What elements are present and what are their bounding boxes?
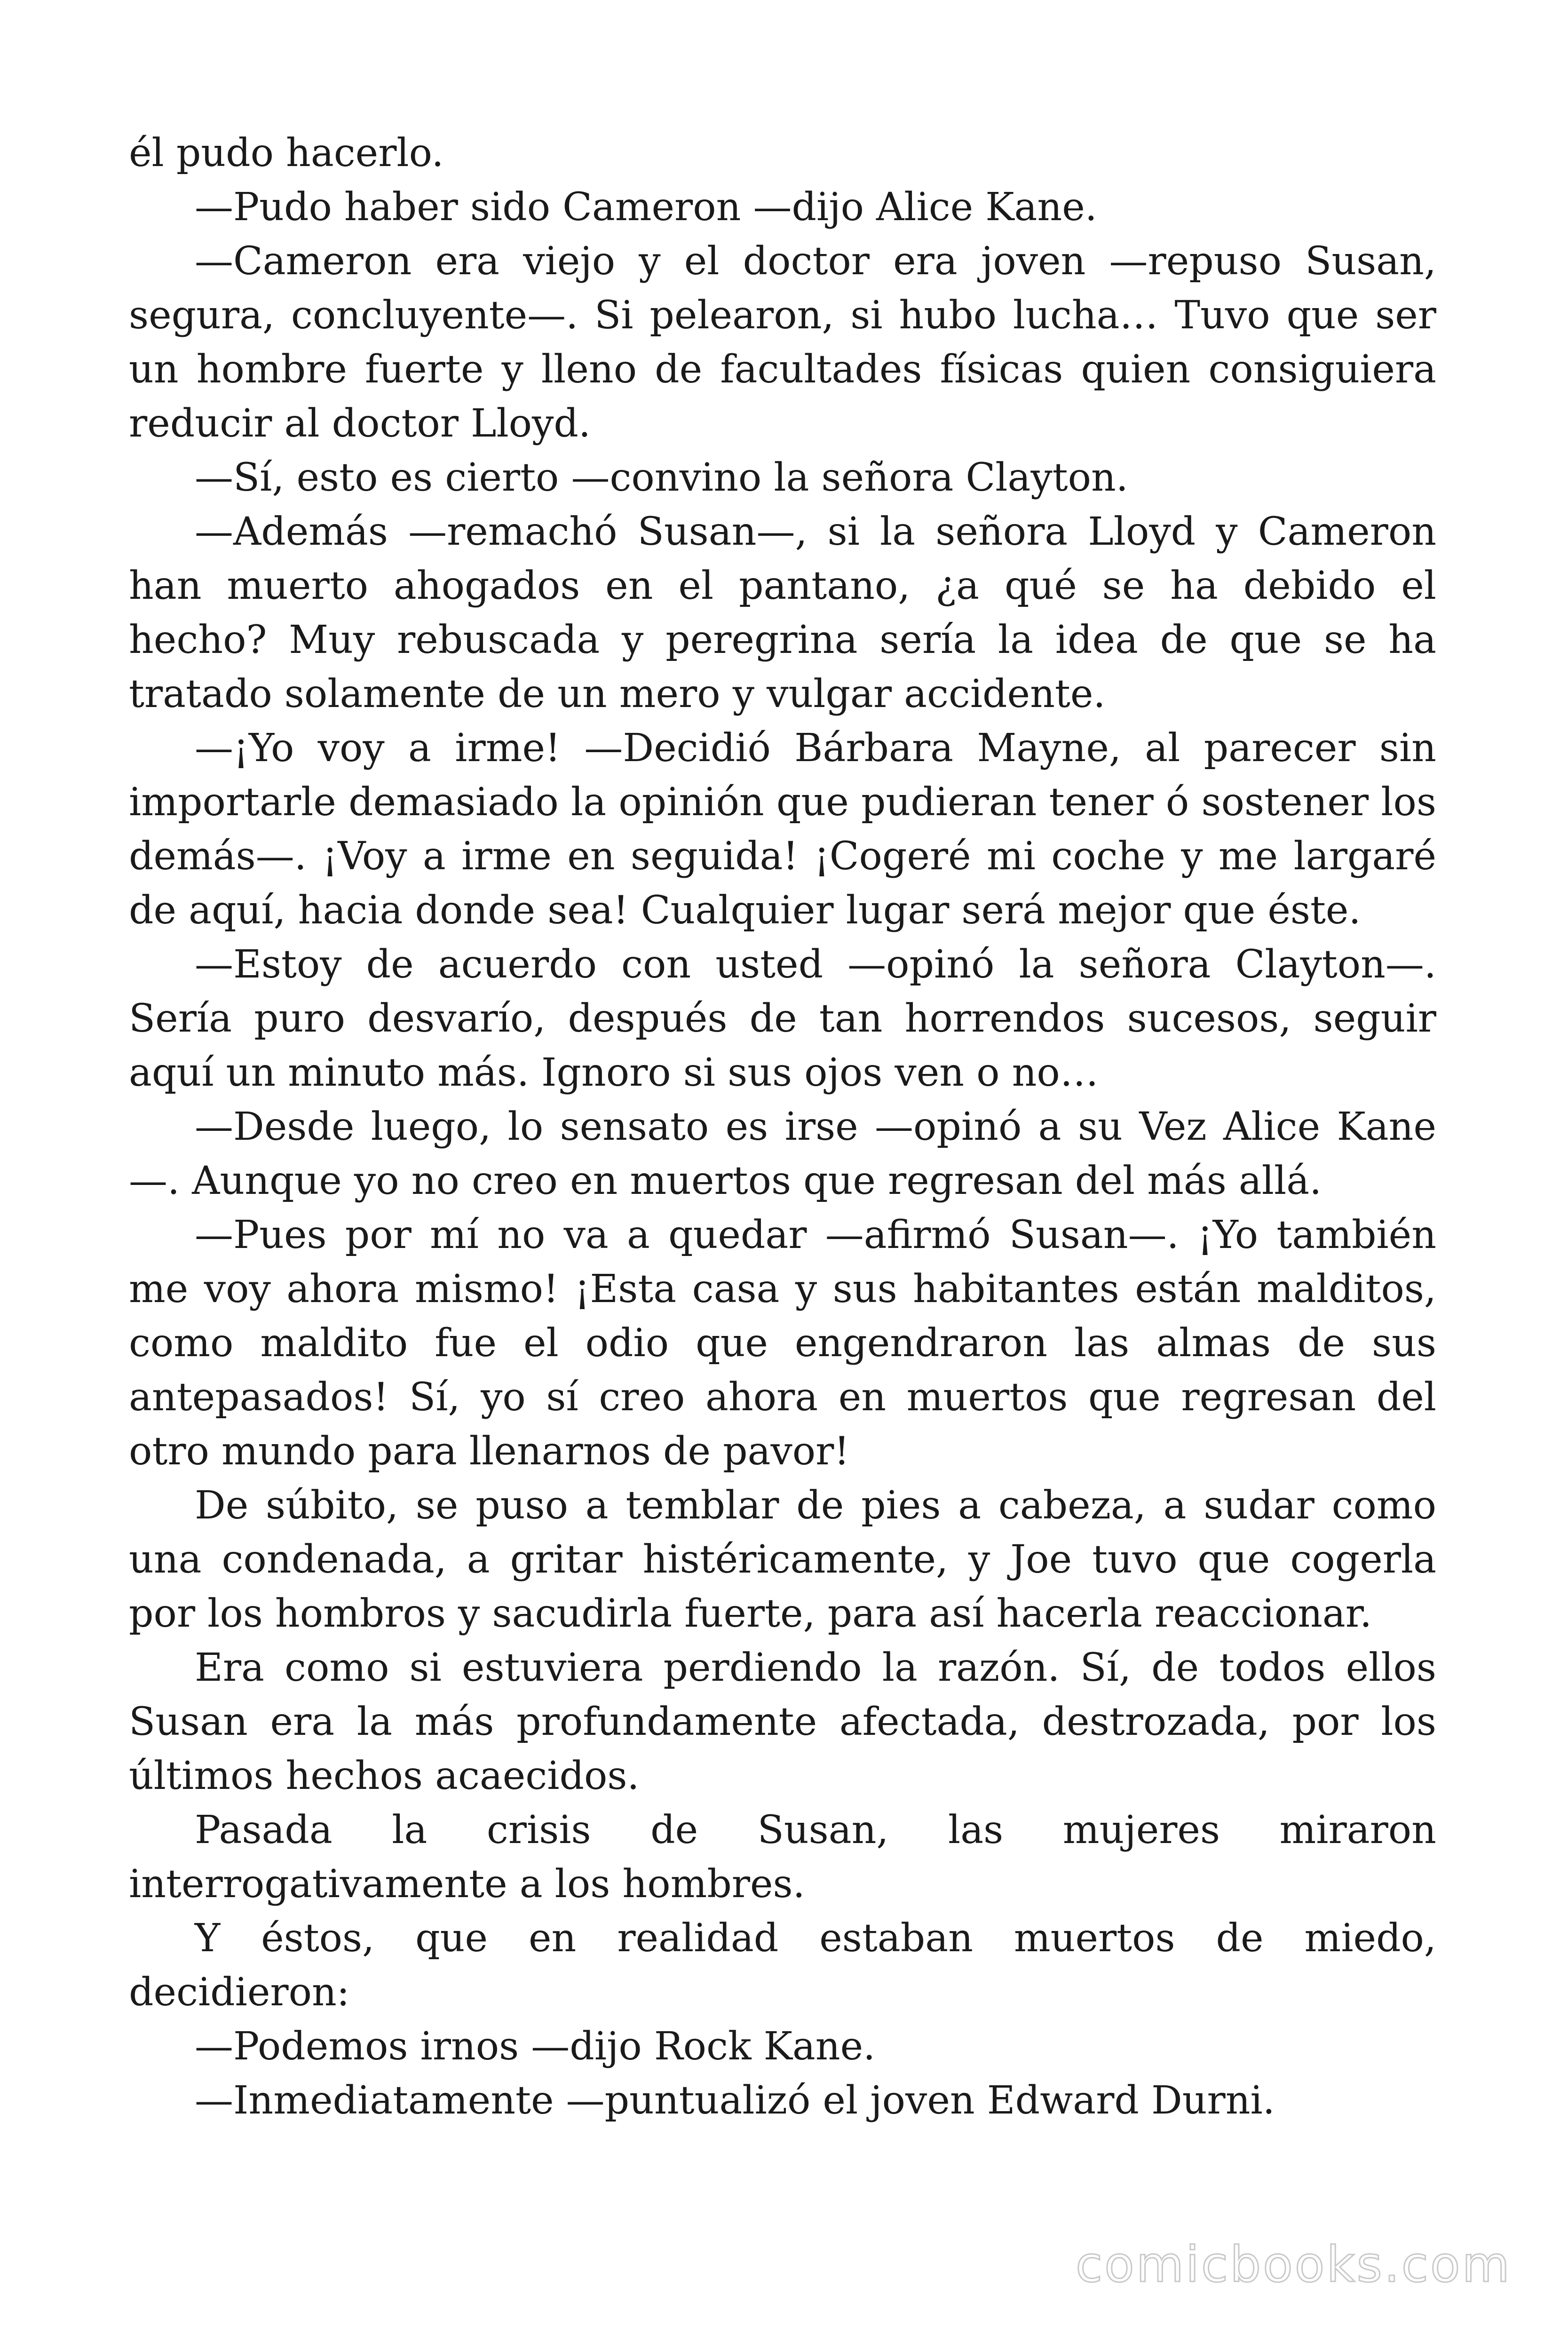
paragraph: —Cameron era viejo y el doctor era joven —repuso Susan, segura, concluyente—. Si pelearon, si hubo lucha… Tuvo que ser un hombre fuerte y lleno de facultades físicas quien consiguiera reducir al doctor Lloyd. <box>129 239 1436 446</box>
paragraph: —Pudo haber sido Cameron —dijo Alice Kane. <box>195 185 1097 230</box>
paragraph: —Sí, esto es cierto —convino la señora Clayton. <box>195 455 1128 500</box>
paragraph: —Desde luego, lo sensato es irse —opinó a su Vez Alice Kane—. Aunque yo no creo en muertos que regresan del más allá. <box>129 1104 1436 1203</box>
paragraph: —¡Yo voy a irme! —Decidió Bárbara Mayne, al parecer sin importarle demasiado la opinión que pudieran tener ó sostener los demás—. ¡Voy a irme en seguida! ¡Cogeré mi coche y me largaré de aquí, hacia donde sea! Cualquier lugar será mejor que éste. <box>129 726 1436 933</box>
body-text <box>129 126 1436 2128</box>
paragraph: —Estoy de acuerdo con usted —opinó la señora Clayton—. Sería puro desvarío, después de tan horrendos sucesos, seguir aquí un minuto más. Ignoro si sus ojos ven o no… <box>129 942 1436 1095</box>
paragraph: —Además —remachó Susan—, si la señora Lloyd y Cameron han muerto ahogados en el pantano, ¿a qué se ha debido el hecho? Muy rebuscada y peregrina sería la idea de que se ha tratado solamente de un mero y vulgar accidente. <box>129 509 1436 716</box>
paragraph: Y éstos, que en realidad estaban muertos de miedo, decidieron: <box>129 1916 1436 2015</box>
paragraph: —Pues por mí no va a quedar —afirmó Susan—. ¡Yo también me voy ahora mismo! ¡Esta casa y sus habitantes están malditos, como maldito fue el odio que engendraron las almas de sus antepasados! Sí, yo sí creo ahora en muertos que regresan del otro mundo para llenarnos de pavor! <box>129 1213 1436 1474</box>
paragraph: —Inmediatamente —puntualizó el joven Edward Durni. <box>195 2078 1275 2123</box>
paragraph: él pudo hacerlo. <box>129 131 444 175</box>
paragraph: —Podemos irnos —dijo Rock Kane. <box>195 2024 876 2069</box>
watermark: comicbooks.com <box>1075 2236 1512 2293</box>
paragraph: Pasada la crisis de Susan, las mujeres miraron interrogativamente a los hombres. <box>129 1808 1436 1907</box>
paragraph: Era como si estuviera perdiendo la razón. Sí, de todos ellos Susan era la más profundamente afectada, destrozada, por los últimos hechos acaecidos. <box>129 1645 1436 1798</box>
paragraph: De súbito, se puso a temblar de pies a cabeza, a sudar como una condenada, a gritar histéricamente, y Joe tuvo que cogerla por los hombros y sacudirla fuerte, para así hacerla reaccionar. <box>129 1483 1436 1636</box>
